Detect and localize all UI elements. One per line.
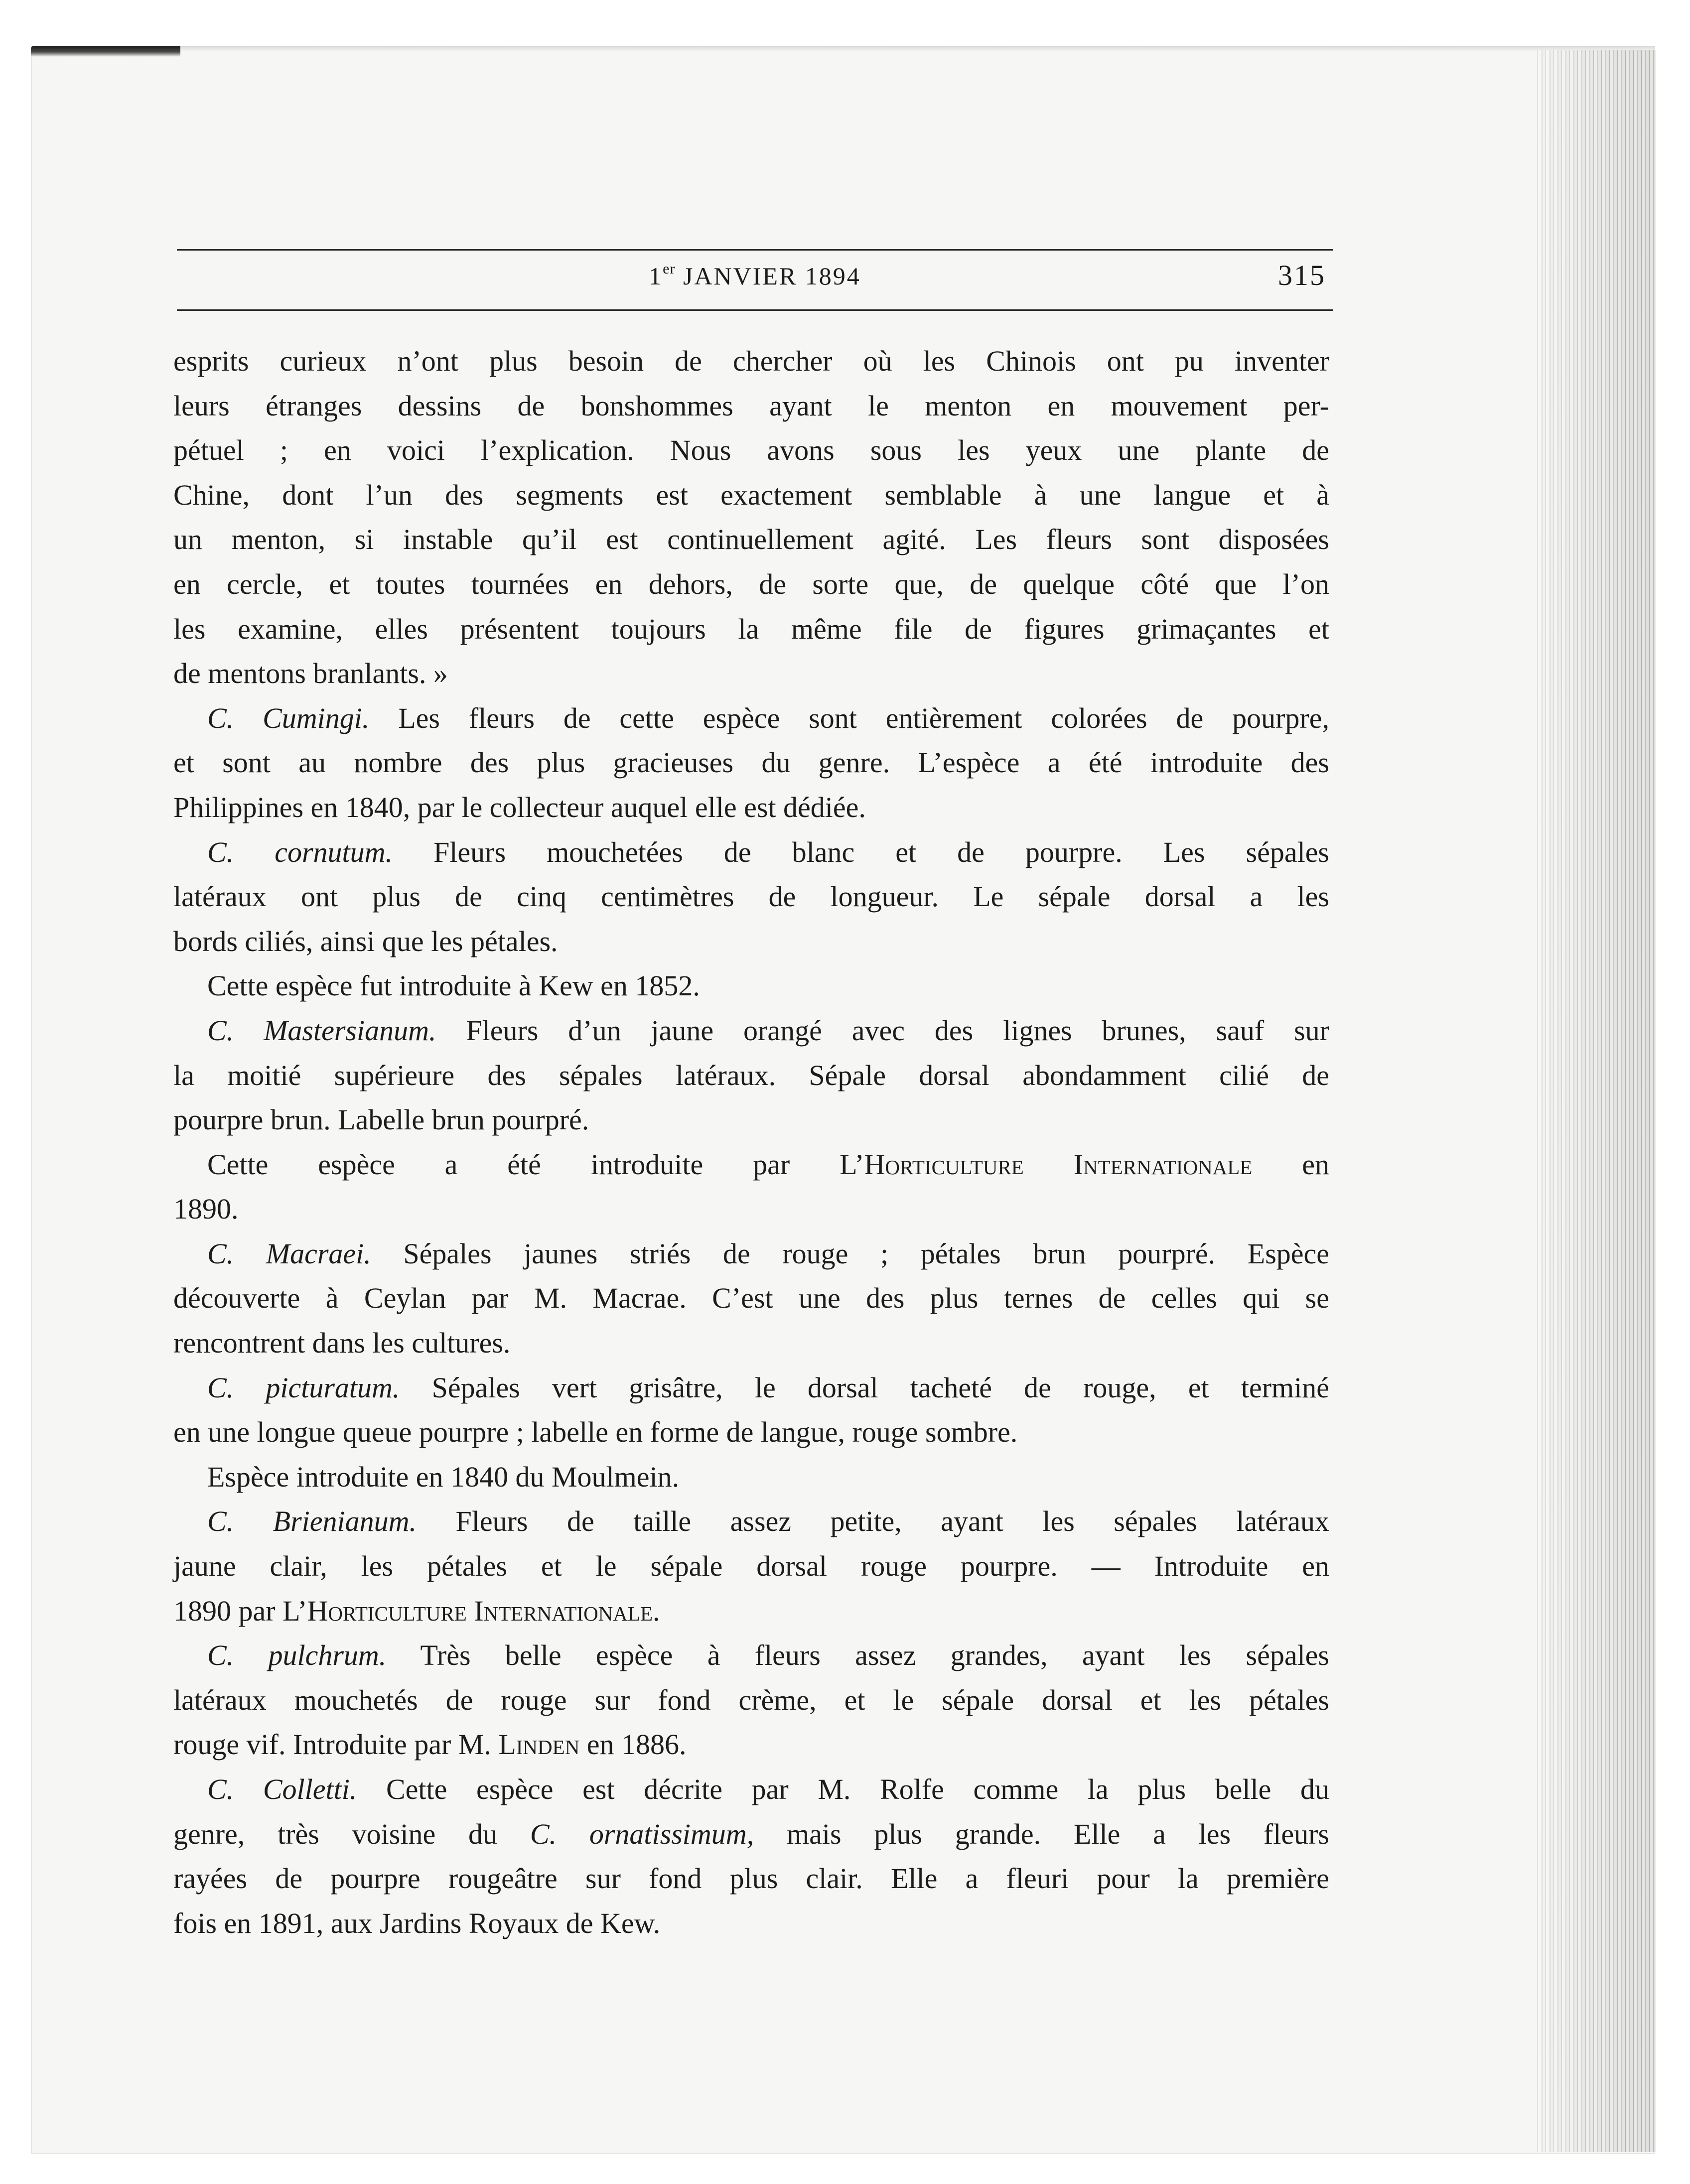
text-line [173,1812,1329,1857]
paragraph-moulmein: Espèce introduite en 1840 du Moulmein. [207,1460,680,1493]
page-edges-shade [1537,50,1655,2152]
species-name: C. Macraei. [207,1237,371,1270]
text-run: Sépales jaunes striés de rouge ; pétales brun pourpré. Espèce [371,1237,1329,1270]
page-top-edge [180,46,1655,52]
text-line: rencontrent dans les cultures. [173,1327,511,1360]
paragraph-pulchrum [173,1633,1329,1678]
text-run: Les fleurs de cette espèce sont entièrement colorées de pourpre, [369,701,1329,734]
species-name: C. picturatum. [207,1371,400,1404]
person-name: Linden [498,1728,580,1761]
text-line: jaune clair, les pétales et le sépale dorsal rouge pourpre. — Introduite en [173,1550,1329,1583]
text-line: 1890. [173,1193,239,1226]
text-line: Philippines en 1840, par le collecteur auquel elle est dédiée. [173,791,866,823]
text-run: 1890 par [173,1594,283,1627]
text-run: genre, très voisine du [173,1817,530,1850]
text-line: latéraux ont plus de cinq centimètres de longueur. Le sépale dorsal a les [173,880,1329,913]
publisher-name: L’Horticulture Internationale [282,1594,653,1627]
species-name: C. ornatissimum, [530,1817,754,1850]
text-line: et sont au nombre des plus gracieuses du genre. L’espèce a été introduite des [173,746,1329,779]
text-line: leurs étranges dessins de bonshommes ayant le menton en mouvement per- [173,389,1329,422]
text-line: Chine, dont l’un des segments est exactement semblable à une langue et à [173,478,1329,511]
text-line: les examine, elles présentent toujours la même file de figures grimaçantes et [173,612,1329,645]
paragraph-macraei [173,1231,1329,1276]
text-line: de mentons branlants. » [173,657,448,690]
text-run: mais plus grande. Elle a les fleurs [754,1817,1329,1850]
text-line: pourpre brun. Labelle brun pourpré. [173,1103,589,1136]
text-line: découverte à Ceylan par M. Macrae. C’est une des plus ternes de celles qui se [173,1282,1329,1315]
paragraph-brienianum [173,1499,1329,1544]
page-number: 315 [1278,259,1326,291]
binding-shadow [31,46,180,57]
paragraph-colletti [173,1767,1329,1812]
date-month-year: JANVIER 1894 [675,262,861,290]
paragraph-kew: Cette espèce fut introduite à Kew en 1852. [207,969,700,1002]
text-run: Fleurs mouchetées de blanc et de pourpre. Les sépales [393,835,1330,868]
running-head [177,249,1333,311]
date-ordinal: 1 [649,262,663,290]
text-line: pétuel ; en voici l’explication. Nous avons sous les yeux une plante de [173,434,1329,467]
paragraph-intro-1890 [173,1142,1329,1187]
text-line: la moitié supérieure des sépales latéraux. Sépale dorsal abondamment cilié de [173,1059,1329,1092]
text-line: rayées de pourpre rougeâtre sur fond plus clair. Elle a fleuri pour la première [173,1862,1329,1895]
text-line: bords ciliés, ainsi que les pétales. [173,925,558,957]
text-line: fois en 1891, aux Jardins Royaux de Kew. [173,1907,661,1939]
paragraph-cumingi [173,696,1329,741]
text-run: en [1252,1148,1329,1181]
text-run: en 1886. [579,1728,687,1761]
species-name: C. cornutum. [207,835,393,868]
species-name: C. Mastersianum. [207,1014,436,1047]
species-name: C. pulchrum. [207,1639,387,1672]
text-run: Sépales vert grisâtre, le dorsal tacheté de rouge, et terminé [400,1371,1329,1404]
text-run: Cette espèce a été introduite par [207,1148,840,1181]
species-name: C. Brienianum. [207,1505,417,1538]
paragraph-picturatum [173,1365,1329,1410]
text-line [173,1722,1329,1767]
text-line: esprits curieux n’ont plus besoin de chercher où les Chinois ont pu inventer [173,345,1329,377]
species-name: C. Colletti. [207,1773,357,1805]
text-line: un menton, si instable qu’il est continuellement agité. Les fleurs sont disposées [173,523,1329,556]
text-line [173,1589,1329,1634]
paragraph-cornutum [173,830,1329,875]
text-line: en une longue queue pourpre ; labelle en forme de langue, rouge sombre. [173,1416,1018,1449]
text-line: latéraux mouchetés de rouge sur fond crème, et le sépale dorsal et les pétales [173,1683,1329,1716]
running-head-date [177,261,1333,290]
text-run: rouge vif. Introduite par M. [173,1728,499,1761]
species-name: C. Cumingi. [207,701,370,734]
text-run: Très belle espèce à fleurs assez grandes, ayant les sépales [386,1639,1329,1672]
text-run: Cette espèce est décrite par M. Rolfe comme la plus belle du [357,1773,1330,1805]
text-line: en cercle, et toutes tournées en dehors, de sorte que, de quelque côté que l’on [173,567,1329,600]
body-text [173,339,1329,1945]
paragraph-mastersianum [173,1008,1329,1053]
text-run: Fleurs d’un jaune orangé avec des lignes brunes, sauf sur [436,1014,1329,1047]
text-run: Fleurs de taille assez petite, ayant les sépales latéraux [417,1505,1329,1538]
text-run: . [652,1594,660,1627]
publisher-name: L’Horticulture Internationale [840,1148,1253,1181]
date-ordinal-suffix: er [663,261,676,277]
